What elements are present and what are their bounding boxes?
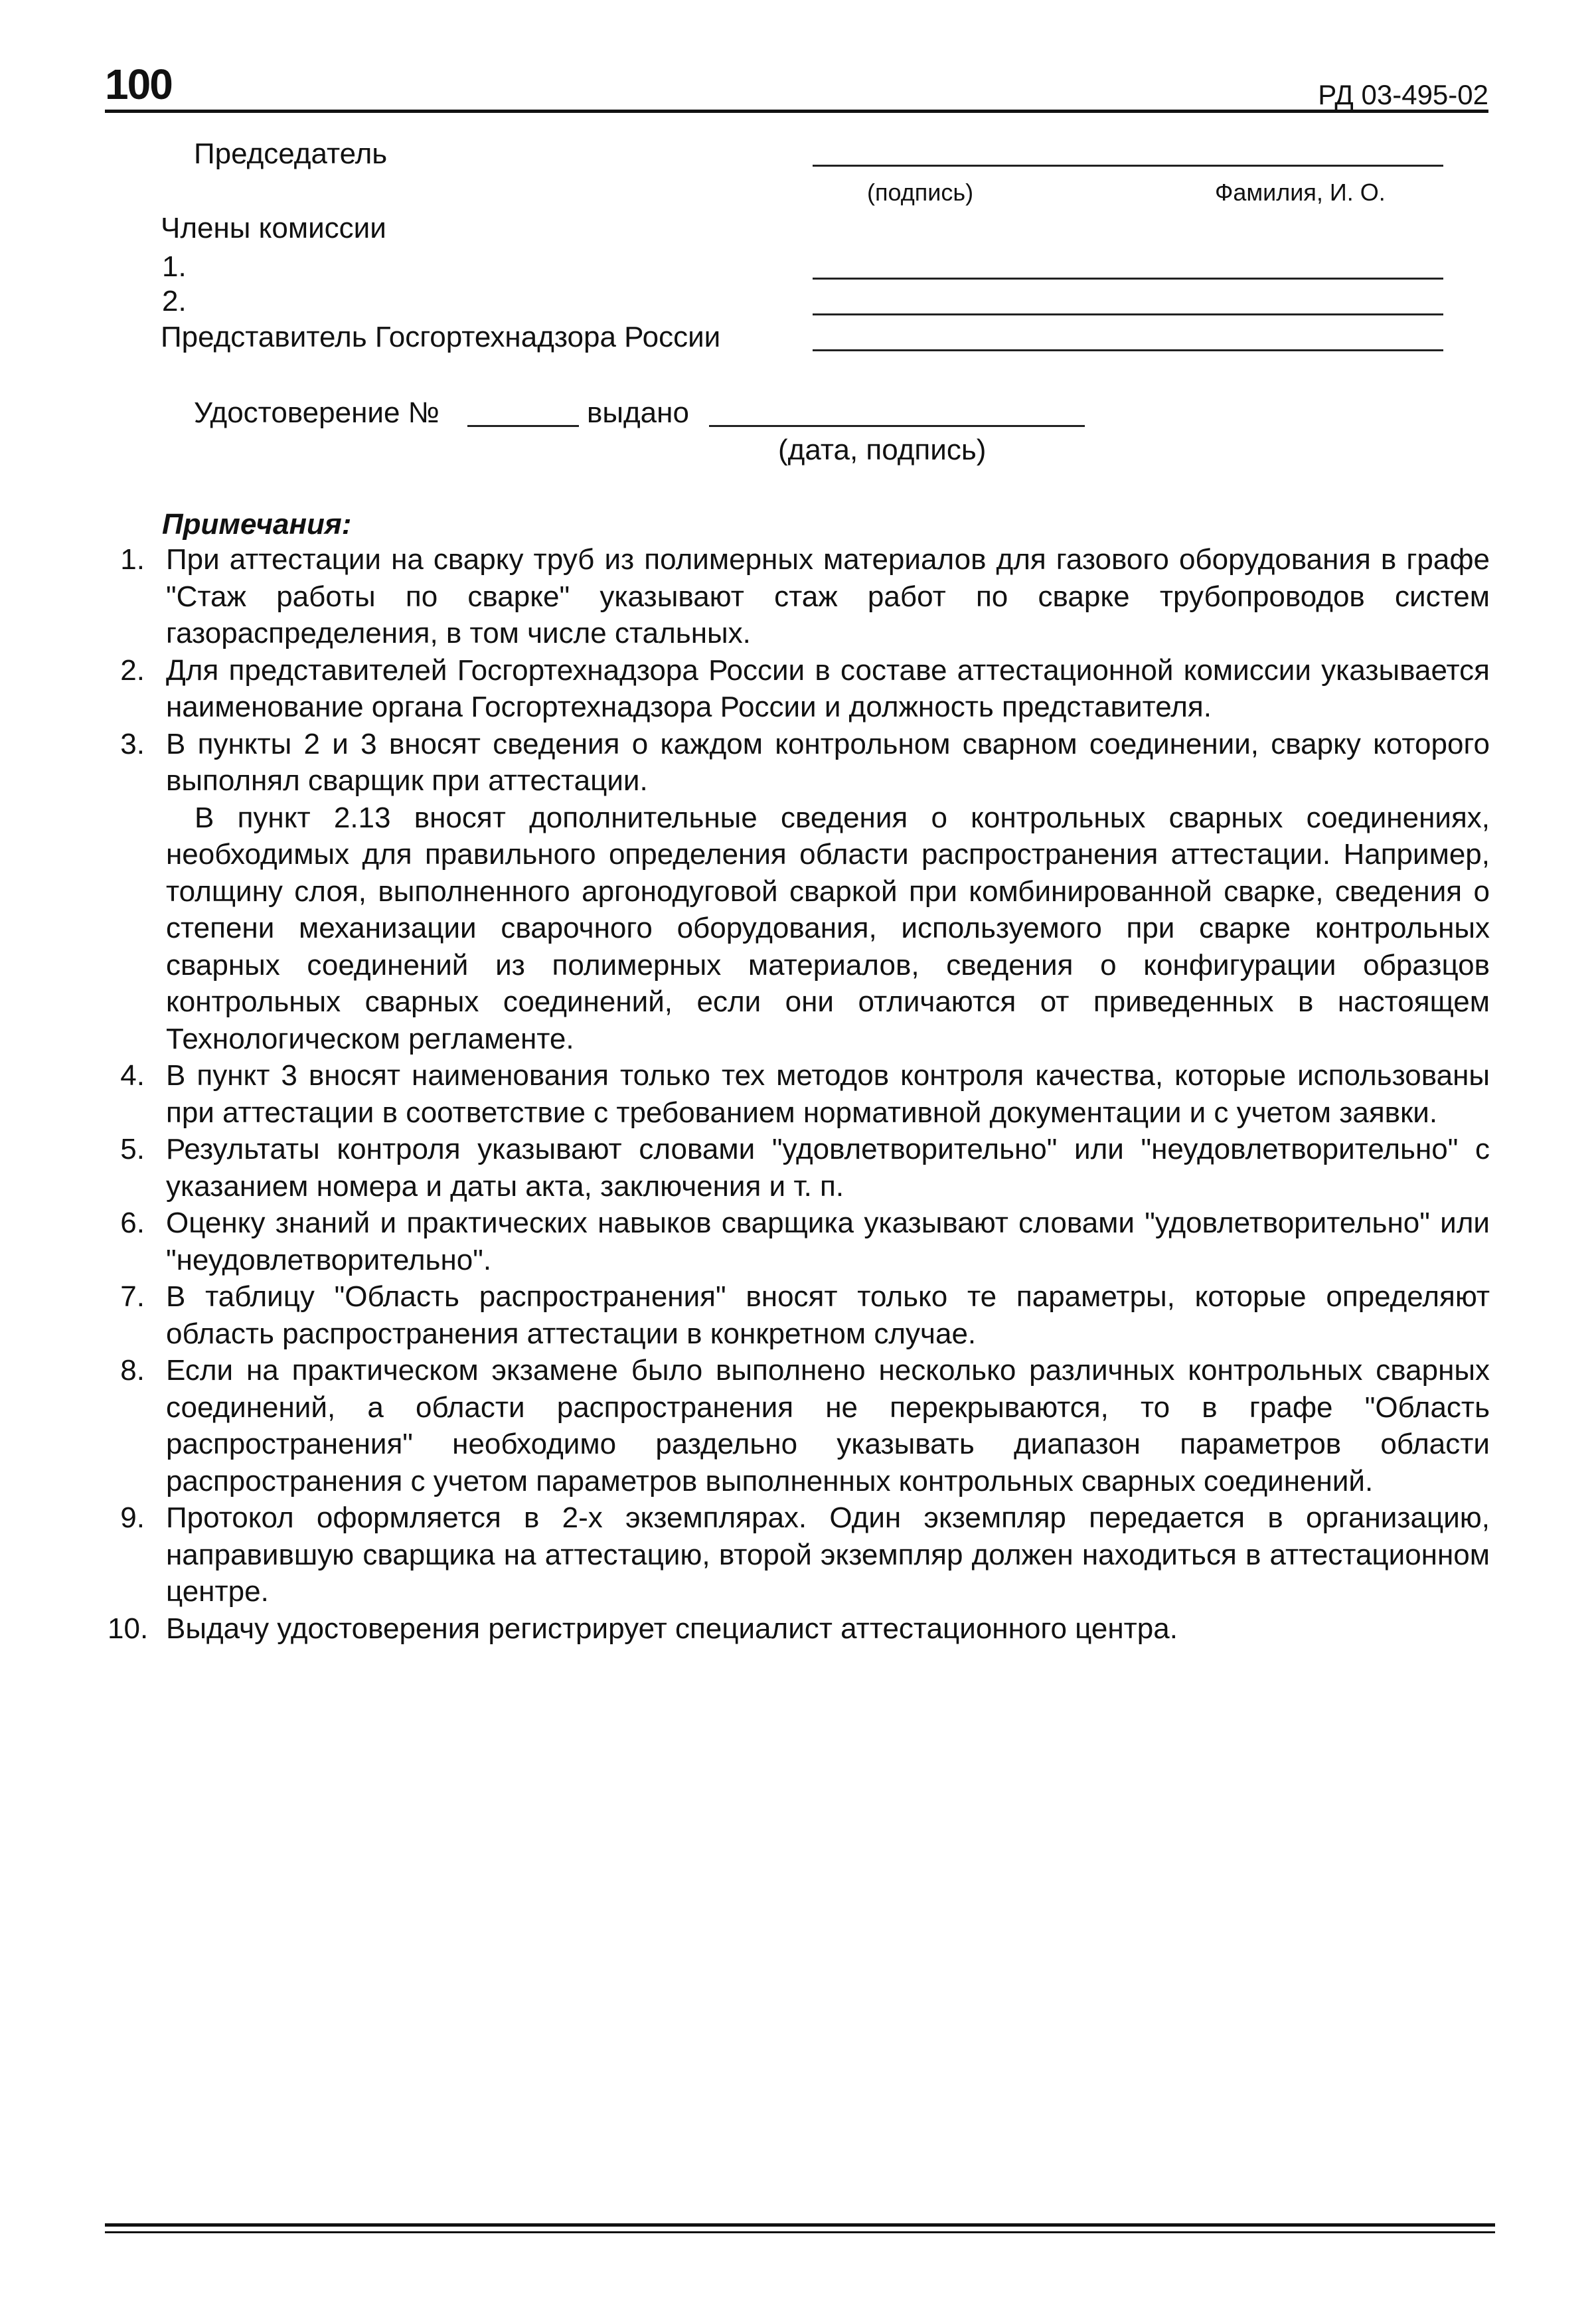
note-text: В пункт 3 вносят наименования только тех методов контроля качества, которые использованы при аттестации в соответствие с требованием нормативной документации и с учетом заявки. bbox=[166, 1059, 1490, 1129]
certificate-number-line bbox=[467, 425, 579, 427]
name-caption: Фамилия, И. О. bbox=[1215, 179, 1386, 206]
note-item bbox=[108, 1131, 1490, 1205]
issued-label: выдано bbox=[587, 396, 689, 429]
certificate-number-label: Удостоверение № bbox=[194, 396, 439, 429]
note-additional-paragraph: В пункт 2.13 вносят дополнительные сведения о контрольных сварных соединениях, необходимых для правильного определения области распространения аттестации. Например, толщину слоя, выполненного аргонодуговой сваркой при комбинированной сварке, сведения о степени механизации сварочного оборудования, используемого при сварке контрольных сварных соединений из полимерных материалов, сведения о конфигурации образцов контрольных сварных соединений, если они отличаются от приведенных в настоящем Технологическом регламенте. bbox=[166, 801, 1490, 1055]
notes-title: Примечания: bbox=[162, 508, 352, 541]
notes-list bbox=[108, 541, 1490, 1647]
note-item bbox=[108, 1205, 1490, 1278]
note-number: 7. bbox=[120, 1280, 145, 1313]
note-number: 5. bbox=[120, 1133, 145, 1165]
note-text: Для представителей Госгортехнадзора России в составе аттестационной комиссии указывается наименование органа Госгортехнадзора России и должность представителя. bbox=[166, 653, 1490, 723]
signature-caption: (подпись) bbox=[867, 179, 974, 206]
header-rule bbox=[105, 110, 1488, 113]
note-item bbox=[108, 1610, 1490, 1648]
note-text: В пункты 2 и 3 вносят сведения о каждом контрольном сварном соединении, сварку которого выполнял сварщик при аттестации. bbox=[166, 727, 1490, 797]
note-number: 1. bbox=[120, 543, 145, 576]
note-text: Протокол оформляется в 2-х экземплярах. Один экземпляр передается в организацию, направившую сварщика на аттестацию, второй экземпляр должен находиться в аттестационном центре. bbox=[166, 1501, 1490, 1608]
document-code: РД 03-495-02 bbox=[1318, 79, 1488, 110]
note-text: Выдачу удостоверения регистрирует специалист аттестационного центра. bbox=[166, 1612, 1178, 1645]
member-2-signature-line bbox=[813, 313, 1443, 315]
note-item bbox=[108, 652, 1490, 726]
note-item bbox=[108, 1057, 1490, 1131]
note-number: 10. bbox=[108, 1612, 149, 1645]
note-text: При аттестации на сварку труб из полимерных материалов для газового оборудования в графе "Стаж работы по сварке" указывают стаж работ по сварке трубопроводов систем газораспределения, в том числе стальных. bbox=[166, 543, 1490, 649]
representative-signature-line bbox=[813, 349, 1443, 351]
note-item bbox=[108, 726, 1490, 1058]
note-text: Оценку знаний и практических навыков сварщика указывают словами "удовлетворительно" или "неудовлетворительно". bbox=[166, 1207, 1490, 1276]
note-text: Если на практическом экзамене было выполнено несколько различных контрольных сварных соединений, а области распространения не перекрываются, то в графе "Область распространения" необходимо раздельно указывать диапазон параметров области распространения с учетом параметров выполненных контрольных сварных соединений. bbox=[166, 1354, 1490, 1497]
note-item bbox=[108, 1278, 1490, 1352]
note-number: 4. bbox=[120, 1059, 145, 1092]
member-1-signature-line bbox=[813, 278, 1443, 280]
member-2-label: 2. bbox=[162, 285, 187, 317]
page-number: 100 bbox=[105, 60, 172, 108]
footer-rule bbox=[105, 2223, 1495, 2227]
note-number: 8. bbox=[120, 1354, 145, 1387]
issued-signature-line bbox=[709, 425, 1085, 427]
date-signature-caption: (дата, подпись) bbox=[778, 434, 987, 466]
note-item bbox=[108, 541, 1490, 652]
chairman-signature-line bbox=[813, 165, 1443, 167]
note-number: 9. bbox=[120, 1501, 145, 1534]
note-number: 6. bbox=[120, 1207, 145, 1239]
gosgortekhnadzor-representative-label: Представитель Госгортехнадзора России bbox=[161, 321, 721, 353]
note-text: В таблицу "Область распространения" вносят только те параметры, которые определяют область распространения аттестации в конкретном случае. bbox=[166, 1280, 1490, 1350]
note-item bbox=[108, 1352, 1490, 1499]
commission-members-label: Члены комиссии bbox=[161, 212, 386, 244]
footer-rule-thin bbox=[105, 2231, 1495, 2233]
note-number: 2. bbox=[120, 653, 145, 687]
chairman-label: Председатель bbox=[194, 137, 388, 170]
member-1-label: 1. bbox=[162, 250, 187, 283]
note-number: 3. bbox=[120, 727, 145, 760]
note-item bbox=[108, 1499, 1490, 1610]
note-text: Результаты контроля указывают словами "удовлетворительно" или "неудовлетворительно" с указанием номера и даты акта, заключения и т. п. bbox=[166, 1133, 1490, 1203]
